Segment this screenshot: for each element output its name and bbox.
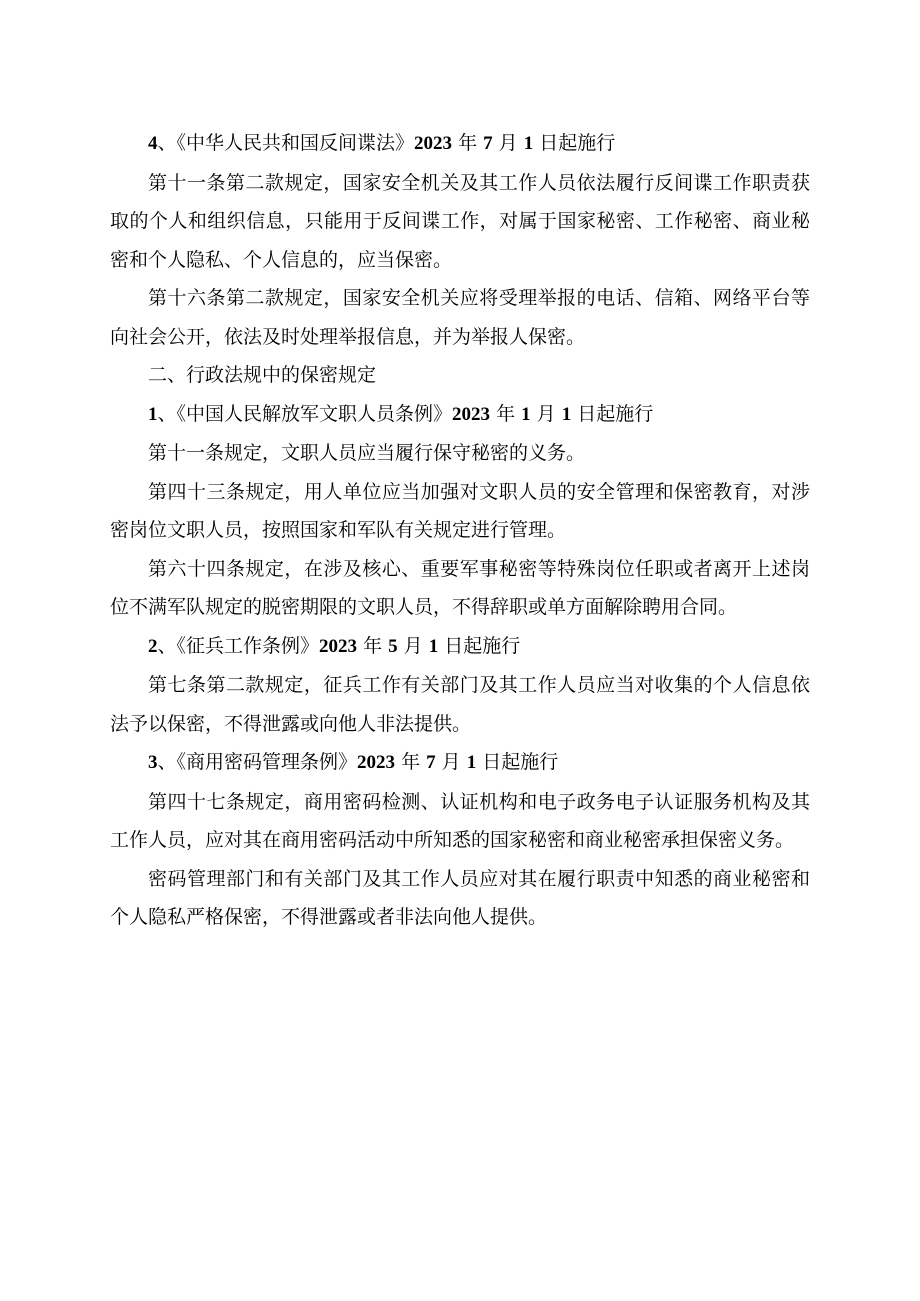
heading-month-unit: 月 bbox=[435, 751, 467, 773]
heading-title: 《中国人民解放军文职人员条例》 bbox=[176, 402, 453, 425]
heading-number: 4 bbox=[148, 133, 158, 154]
heading-separator: 、 bbox=[157, 402, 177, 425]
heading-year: 2023 bbox=[357, 752, 396, 773]
heading-day: 1 bbox=[561, 403, 572, 425]
heading-year-unit: 年 bbox=[395, 751, 427, 773]
heading-month: 7 bbox=[426, 752, 436, 773]
heading-suffix: 日起施行 bbox=[533, 132, 616, 154]
law-heading-conscription bbox=[110, 627, 810, 667]
heading-year: 2023 bbox=[414, 133, 453, 154]
section-title: 二、行政法规中的保密规定 bbox=[148, 364, 377, 386]
heading-month-unit: 月 bbox=[397, 634, 429, 657]
heading-suffix: 日起施行 bbox=[571, 402, 654, 425]
heading-title: 《征兵工作条例》 bbox=[176, 634, 320, 657]
heading-day: 1 bbox=[523, 133, 534, 154]
heading-separator: 、 bbox=[157, 634, 177, 657]
heading-year: 2023 bbox=[319, 635, 358, 657]
document-body bbox=[110, 124, 810, 937]
article-paragraph: 第四十三条规定，用人单位应当加强对文职人员的安全管理和保密教育，对涉密岗位文职人员，按照国家和军队有关规定进行管理。 bbox=[110, 480, 810, 541]
heading-month: 5 bbox=[388, 635, 398, 657]
heading-separator: 、 bbox=[157, 751, 177, 773]
heading-month: 7 bbox=[483, 133, 493, 154]
article-paragraph: 第十一条第二款规定，国家安全机关及其工作人员依法履行反间谍工作职责获取的个人和组织信息，只能用于反间谍工作，对属于国家秘密、工作秘密、商业秘密和个人隐私、个人信息的，应当保密。 bbox=[110, 171, 810, 271]
heading-month: 1 bbox=[521, 403, 531, 425]
heading-day: 1 bbox=[428, 635, 439, 657]
article-paragraph: 第十六条第二款规定，国家安全机关应将受理举报的电话、信箱、网络平台等向社会公开，依法及时处理举报信息，并为举报人保密。 bbox=[110, 287, 810, 348]
law-heading-civilian-personnel bbox=[110, 395, 810, 435]
heading-month-unit: 月 bbox=[530, 402, 562, 425]
law-heading-counter-espionage bbox=[110, 124, 810, 164]
article-paragraph: 密码管理部门和有关部门及其工作人员应对其在履行职责中知悉的商业秘密和个人隐私严格保密，不得泄露或者非法向他人提供。 bbox=[110, 867, 810, 928]
heading-separator: 、 bbox=[157, 132, 177, 154]
article-paragraph: 第四十七条规定，商用密码检测、认证机构和电子政务电子认证服务机构及其工作人员，应对其在商用密码活动中所知悉的国家秘密和商业秘密承担保密义务。 bbox=[110, 790, 810, 851]
heading-title: 《中华人民共和国反间谍法》 bbox=[176, 132, 415, 154]
heading-suffix: 日起施行 bbox=[438, 634, 521, 657]
article-paragraph: 第七条第二款规定，征兵工作有关部门及其工作人员应当对收集的个人信息依法予以保密，不得泄露或向他人非法提供。 bbox=[110, 674, 810, 735]
heading-month-unit: 月 bbox=[492, 132, 524, 154]
law-heading-commercial-cryptography bbox=[110, 743, 810, 783]
heading-number: 1 bbox=[148, 403, 158, 425]
heading-number: 2 bbox=[148, 635, 158, 657]
heading-year-unit: 年 bbox=[357, 634, 389, 657]
heading-suffix: 日起施行 bbox=[476, 751, 559, 773]
heading-year: 2023 bbox=[452, 403, 491, 425]
heading-year-unit: 年 bbox=[490, 402, 522, 425]
heading-day: 1 bbox=[466, 752, 477, 773]
heading-title: 《商用密码管理条例》 bbox=[176, 751, 358, 773]
heading-year-unit: 年 bbox=[452, 132, 484, 154]
article-paragraph: 第十一条规定，文职人员应当履行保守秘密的义务。 bbox=[148, 442, 586, 464]
article-paragraph: 第六十四条规定，在涉及核心、重要军事秘密等特殊岗位任职或者离开上述岗位不满军队规定的脱密期限的文职人员，不得辞职或单方面解除聘用合同。 bbox=[110, 557, 810, 618]
heading-number: 3 bbox=[148, 752, 158, 773]
